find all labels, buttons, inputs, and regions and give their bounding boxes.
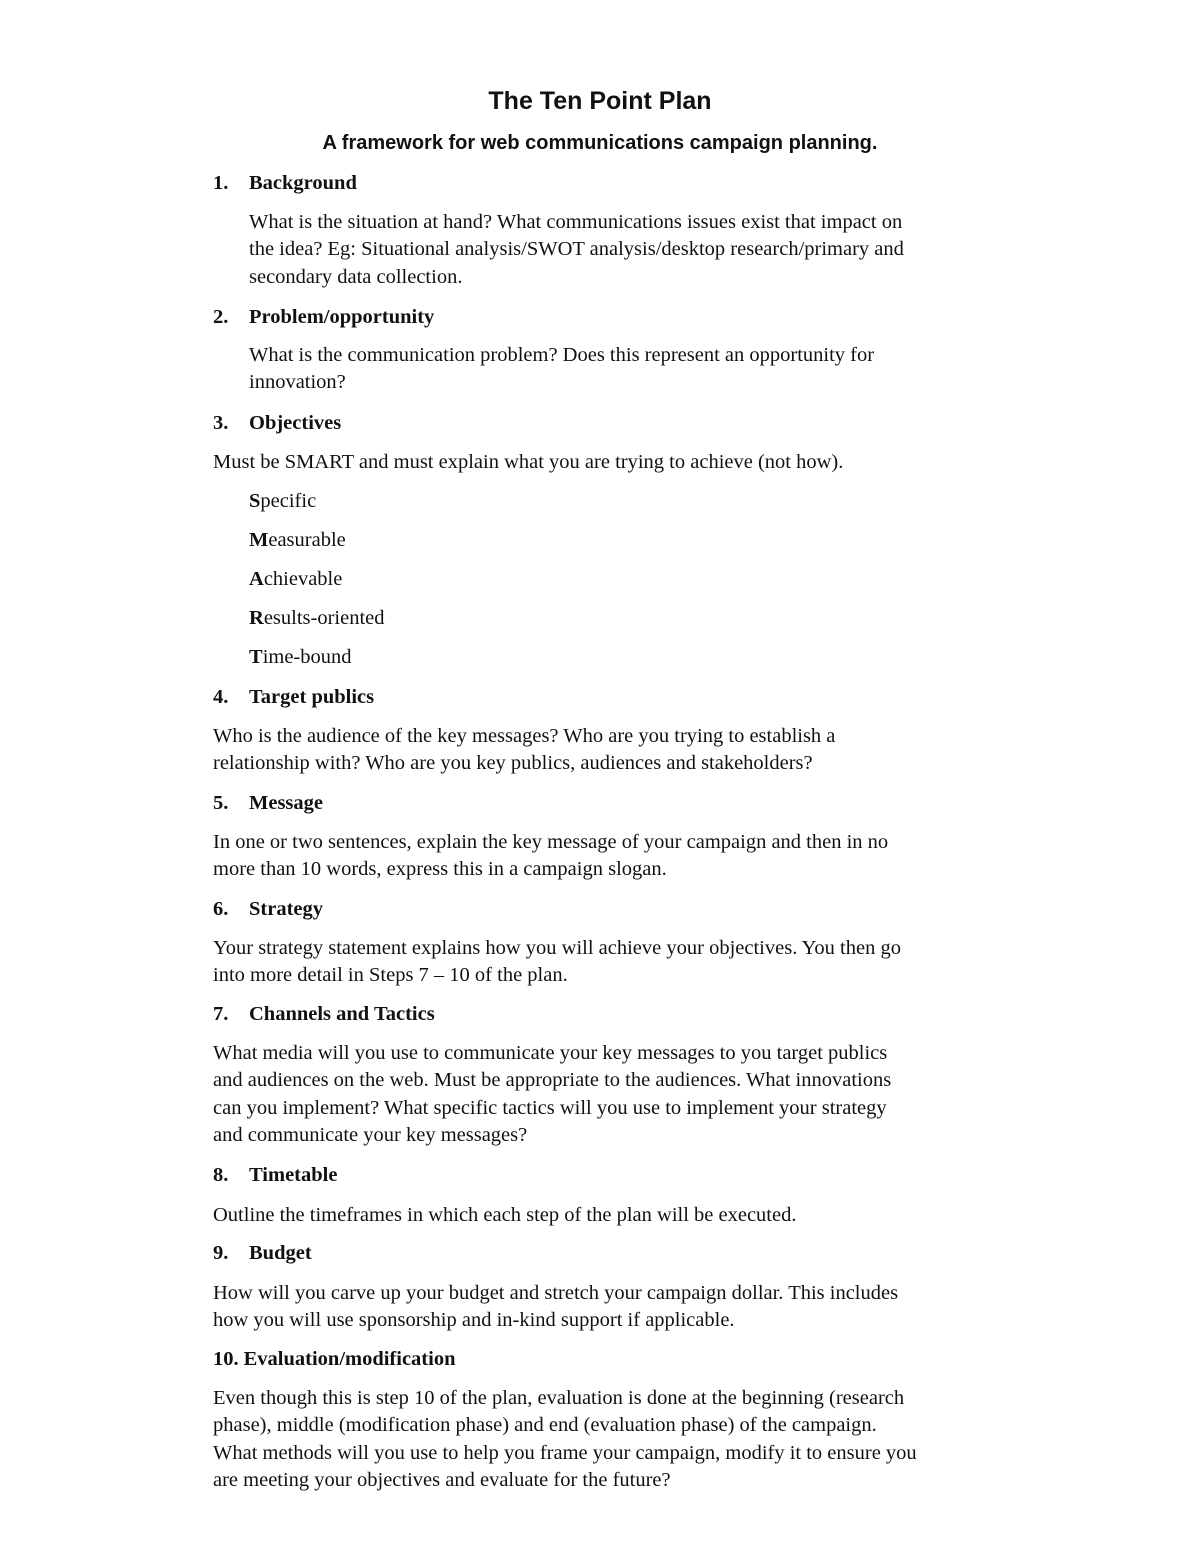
document-subtitle: A framework for web communications campaign planning. [322, 132, 878, 154]
section-body-budget [213, 1280, 898, 1335]
section-number: 4. [213, 686, 229, 708]
section-number: 10. [213, 1348, 239, 1370]
section-body-objectives: Must be SMART and must explain what you are trying to achieve (not how). [213, 451, 844, 473]
smart-item-specific [249, 488, 316, 515]
section-body-channels [213, 1040, 891, 1149]
body-line: phase), middle (modification phase) and end (evaluation phase) of the campaign. [213, 1414, 877, 1437]
document-title: The Ten Point Plan [488, 87, 712, 115]
smart-letter: A [249, 568, 264, 590]
section-heading-channels: Channels and Tactics [249, 1003, 435, 1025]
smart-rest: ime-bound [262, 646, 352, 668]
section-number: 6. [213, 898, 229, 920]
section-heading-strategy: Strategy [249, 898, 324, 920]
body-line: Even though this is step 10 of the plan, evaluation is done at the beginning (research [213, 1387, 905, 1409]
smart-letter: M [249, 529, 269, 551]
section-body-timetable: Outline the timeframes in which each step of the plan will be executed. [213, 1204, 797, 1226]
section-number: 2. [213, 306, 229, 328]
body-line: Who is the audience of the key messages? Who are you trying to establish a [213, 725, 836, 747]
smart-rest: esults-oriented [263, 607, 385, 629]
section-body-evaluation [213, 1385, 917, 1494]
body-line: What is the situation at hand? What communications issues exist that impact on [249, 211, 903, 233]
section-body-target-publics [213, 723, 835, 778]
body-line: how you will use sponsorship and in-kind support if applicable. [213, 1309, 735, 1332]
section-number: 7. [213, 1003, 229, 1025]
section-body-problem [249, 342, 874, 397]
body-line: What media will you use to communicate your key messages to you target publics [213, 1042, 888, 1064]
body-line: relationship with? Who are you key publics, audiences and stakeholders? [213, 752, 813, 775]
section-body-strategy [213, 935, 901, 990]
smart-item-results-oriented [249, 605, 385, 632]
body-line: more than 10 words, express this in a campaign slogan. [213, 858, 667, 881]
body-line: are meeting your objectives and evaluate for the future? [213, 1468, 671, 1491]
body-line: What is the communication problem? Does this represent an opportunity for [249, 344, 875, 366]
section-heading-problem: Problem/opportunity [249, 306, 435, 328]
section-number: 3. [213, 412, 229, 434]
section-number: 1. [213, 172, 229, 194]
smart-letter: S [249, 490, 261, 512]
section-heading-evaluation: Evaluation/modification [243, 1348, 456, 1370]
section-heading-budget: Budget [249, 1242, 312, 1264]
smart-item-achievable [249, 566, 342, 593]
smart-letter: R [249, 607, 264, 629]
section-heading-objectives: Objectives [249, 412, 342, 434]
smart-rest: pecific [260, 490, 317, 512]
body-line: In one or two sentences, explain the key message of your campaign and then in no [213, 831, 889, 853]
body-line: into more detail in Steps 7 – 10 of the plan. [213, 964, 568, 987]
body-line: and audiences on the web. Must be appropriate to the audiences. What innovations [213, 1069, 892, 1092]
body-line: How will you carve up your budget and stretch your campaign dollar. This includes [213, 1282, 899, 1304]
body-line: What methods will you use to help you frame your campaign, modify it to ensure you [213, 1441, 917, 1464]
smart-item-measurable [249, 527, 346, 554]
smart-item-time-bound [249, 644, 352, 671]
section-heading-target-publics: Target publics [249, 686, 375, 708]
smart-rest: chievable [263, 568, 343, 590]
body-line: and communicate your key messages? [213, 1123, 528, 1146]
section-heading-message: Message [249, 792, 324, 814]
smart-letter: T [249, 646, 263, 668]
body-line: innovation? [249, 371, 346, 394]
body-line: secondary data collection. [249, 265, 463, 288]
section-heading-timetable: Timetable [249, 1164, 338, 1186]
section-heading-background: Background [249, 172, 357, 194]
section-body-message [213, 829, 888, 884]
section-number: 8. [213, 1164, 229, 1186]
smart-rest: easurable [268, 529, 346, 551]
section-number: 5. [213, 792, 229, 814]
body-line: can you implement? What specific tactics will you use to implement your strategy [213, 1096, 887, 1119]
body-line: Your strategy statement explains how you will achieve your objectives. You then go [213, 937, 901, 959]
section-body-background [249, 209, 904, 291]
section-number: 9. [213, 1242, 229, 1264]
body-line: the idea? Eg: Situational analysis/SWOT analysis/desktop research/primary and [249, 238, 904, 261]
